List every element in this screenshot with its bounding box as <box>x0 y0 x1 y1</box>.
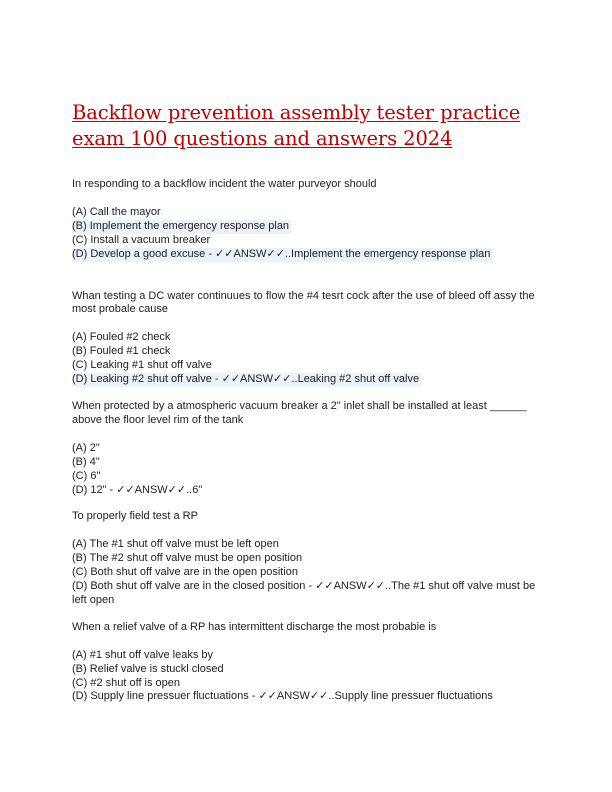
questions-list <box>72 178 540 717</box>
option-a: (A) Call the mayor <box>72 205 161 218</box>
option-c: (C) Both shut off valve are in the open position <box>72 566 299 579</box>
answer-options <box>72 442 540 498</box>
option-c: (C) #2 shut off is open <box>72 676 181 689</box>
question-text: In responding to a backflow incident the water purveyor should <box>72 178 377 190</box>
option-c: (C) Install a vacuum breaker <box>72 233 211 246</box>
option-b: (B) Relief valve is stuckl closed <box>72 662 224 675</box>
option-d: (D) 12" - ✓✓ANSW✓✓..6" <box>72 483 203 496</box>
question-text: When protected by a atmospheric vacuum breaker a 2" inlet shall be installed at least ______ above the floor level rim of the tank <box>72 399 527 426</box>
answer-options <box>72 649 540 705</box>
question-block <box>72 178 540 262</box>
option-b: (B) Implement the emergency response plan <box>72 219 290 232</box>
option-b: (B) The #2 shut off valve must be open position <box>72 552 303 565</box>
question-block <box>72 621 540 705</box>
answer-options <box>72 206 540 262</box>
document-title: Backflow prevention assembly tester practice exam 100 questions and answers 2024 <box>72 101 521 150</box>
option-c: (C) Leaking #1 shut off valve <box>72 359 212 372</box>
question-block <box>72 400 540 497</box>
option-c: (C) 6" <box>72 469 101 482</box>
option-a: (A) #1 shut off valve leaks by <box>72 648 214 661</box>
option-d: (D) Leaking #2 shut off valve - ✓✓ANSW✓✓..Leaking #2 shut off valve <box>72 373 420 386</box>
question-block <box>72 510 540 607</box>
option-b: (B) Fouled #1 check <box>72 345 171 358</box>
answer-options <box>72 331 540 387</box>
question-text: Whan testing a DC water continuues to flow the #4 tesrt cock after the use of bleed off assy the most probale cause <box>72 289 535 316</box>
option-d: (D) Both shut off valve are in the closed position - ✓✓ANSW✓✓..The #1 shut off valve must be left open <box>72 580 536 606</box>
question-block <box>72 290 540 387</box>
option-a: (A) Fouled #2 check <box>72 331 171 344</box>
option-a: (A) 2" <box>72 441 100 454</box>
option-a: (A) The #1 shut off valve must be left open <box>72 538 279 551</box>
option-d: (D) Develop a good excuse - ✓✓ANSW✓✓..Implement the emergency response plan <box>72 247 491 260</box>
question-text: To properly field test a RP <box>72 510 198 523</box>
question-text: When a relief valve of a RP has intermittent discharge the most probabie is <box>72 620 437 633</box>
option-d: (D) Supply line pressuer fluctuations - ✓✓ANSW✓✓..Supply line pressuer fluctuations <box>72 690 493 703</box>
option-b: (B) 4" <box>72 455 100 468</box>
answer-options <box>72 538 540 608</box>
